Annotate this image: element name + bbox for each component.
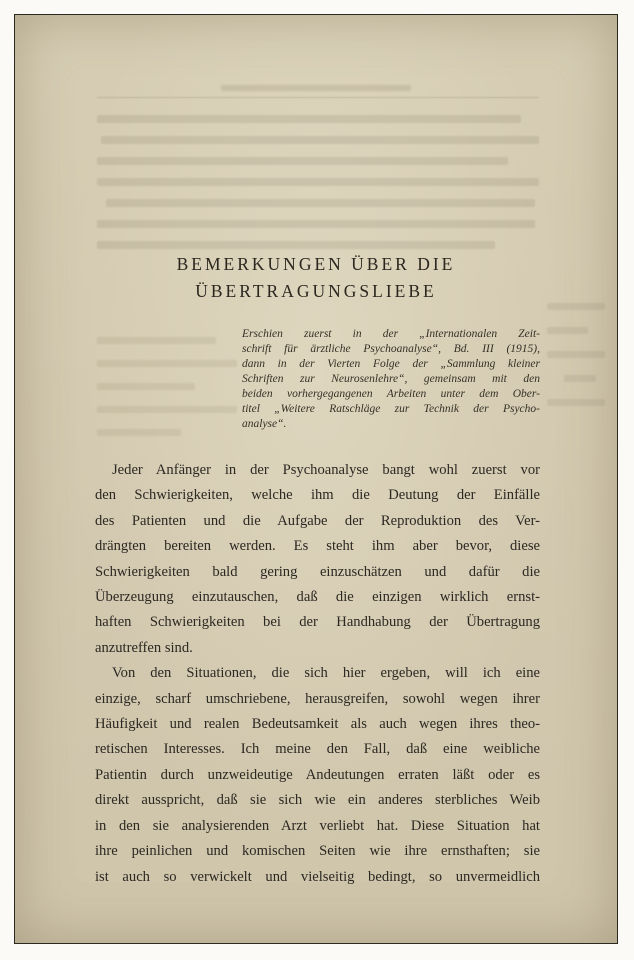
page-title-line-1: BEMERKUNGEN ÜBER DIE — [176, 254, 456, 274]
body-text — [95, 458, 540, 890]
paragraph-2 — [95, 661, 540, 890]
text-line: den Schwierigkeiten, welche ihm die Deutung der Einfälle — [95, 487, 540, 504]
text-line: Schriften zur Neurosenlehre“, gemeinsam mit den — [242, 373, 540, 385]
show-through-running-head — [221, 85, 411, 91]
text-line: Von den Situationen, die sich hier ergeben, will ich eine — [112, 665, 540, 682]
text-line: einzige, scharf umschriebene, herausgreifen, sowohl wegen ihrer — [95, 690, 540, 707]
text-line: Patientin durch unzweideutige Andeutungen erraten läßt oder es — [95, 766, 540, 783]
text-line: direkt ausspricht, daß sie sich wie ein anderes sterbliches Weib — [95, 792, 540, 809]
text-line: titel „Weitere Ratschläge zur Technik der Psycho- — [242, 403, 540, 415]
paragraph-1 — [95, 458, 540, 661]
text-line: ihre peinlichen und komischen Seiten wie ihre ernsthaften; sie — [95, 843, 540, 860]
text-line: in den sie analysierenden Arzt verliebt hat. Diese Situation hat — [95, 817, 540, 834]
text-line: Erschien zuerst in der „Internationalen Zeit- — [242, 328, 540, 340]
text-line: analyse“. — [242, 418, 287, 430]
text-line: beiden vorhergegangenen Arbeiten unter dem Ober- — [242, 388, 540, 400]
text-line: haften Schwierigkeiten bei der Handhabung der Übertragung — [95, 614, 540, 631]
text-line: Schwierigkeiten bald gering einzuschätzen und dafür die — [95, 563, 540, 580]
text-line: dann in der Vierten Folge der „Sammlung kleiner — [242, 358, 540, 370]
publication-source-note — [242, 327, 540, 432]
page-title — [15, 251, 617, 305]
text-line: Häufigkeit und realen Bedeutsamkeit als auch wegen ihres theo- — [95, 716, 540, 733]
text-line: anzutreffen sind. — [95, 639, 193, 656]
text-line: drängten bereiten werden. Es steht ihm aber bevor, diese — [95, 538, 540, 555]
text-line: schrift für ärztliche Psychoanalyse“, Bd. III (1915), — [242, 343, 540, 355]
text-line: ist auch so verwickelt und vielseitig bedingt, so unvermeidlich — [95, 868, 540, 885]
show-through-rule — [97, 97, 539, 98]
text-line: retischen Interesses. Ich meine den Fall, daß eine weibliche — [95, 741, 540, 758]
text-line: Überzeugung einzutauschen, daß die einzigen wirklich ernst- — [95, 589, 540, 606]
page-title-line-2: ÜBERTRAGUNGSLIEBE — [195, 281, 437, 301]
text-line: Jeder Anfänger in der Psychoanalyse bangt wohl zuerst vor — [112, 462, 540, 478]
text-line: des Patienten und die Aufgabe der Reproduktion des Ver- — [95, 512, 540, 529]
show-through-text — [97, 115, 539, 262]
book-page — [14, 14, 618, 944]
printed-content — [15, 251, 617, 890]
